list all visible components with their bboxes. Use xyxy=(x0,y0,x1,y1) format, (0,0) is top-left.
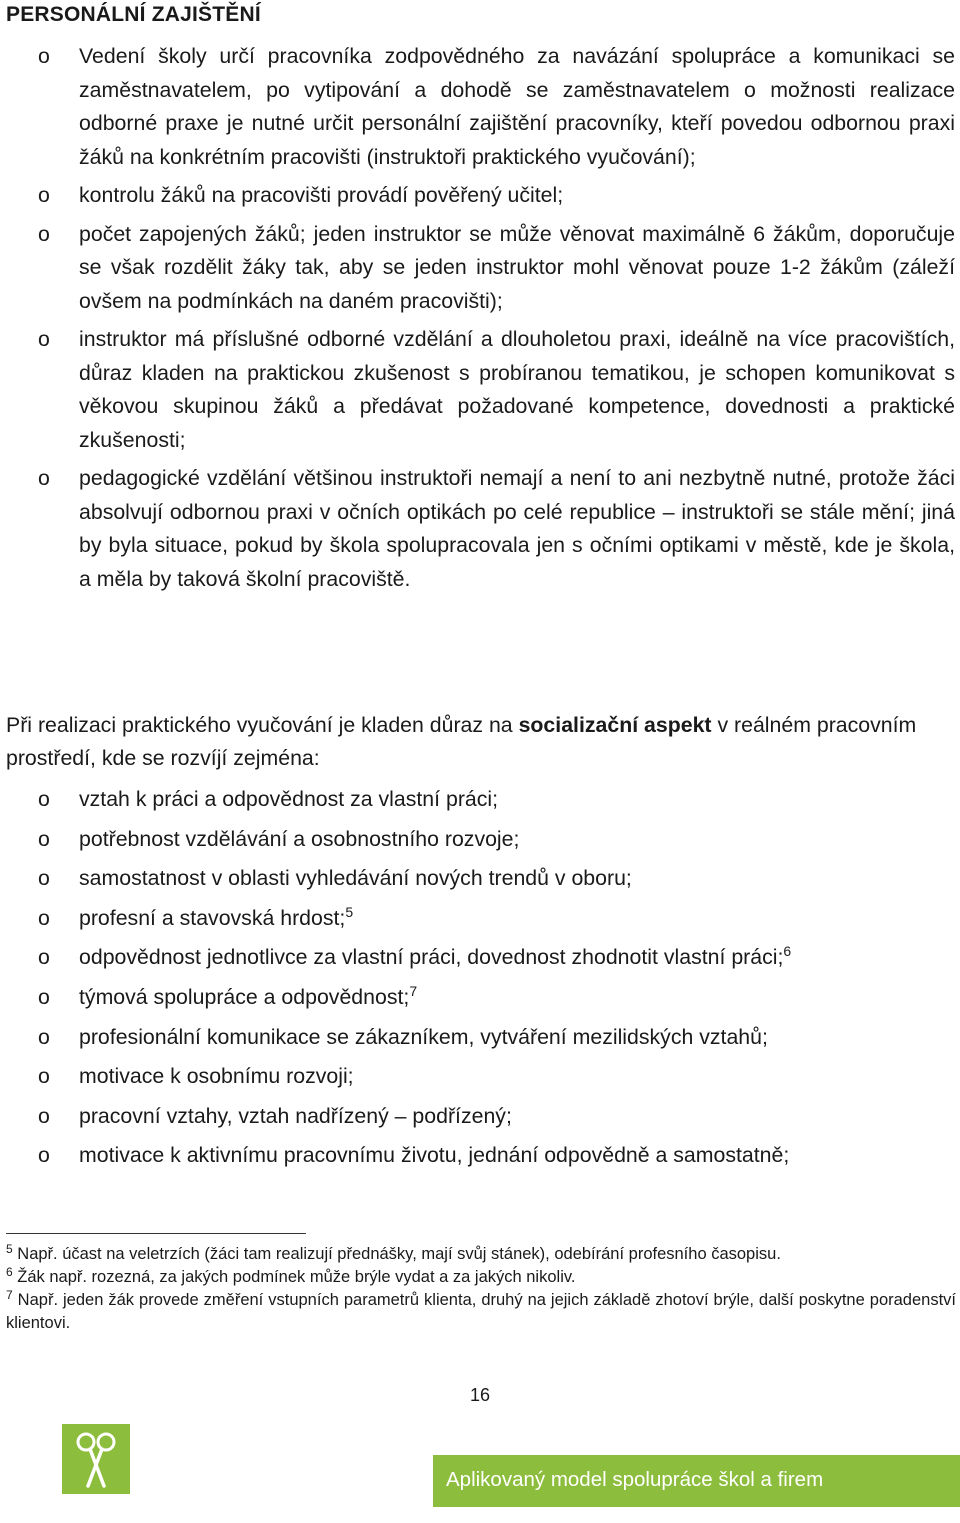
footnote-reference[interactable]: 7 xyxy=(409,982,418,999)
list-item-text: pracovní vztahy, vztah nadřízený – podřízený; xyxy=(79,1103,512,1128)
bullet-marker: o xyxy=(38,945,50,970)
list-item xyxy=(0,783,960,823)
list-item xyxy=(0,862,960,902)
list-item-text: samostatnost v oblasti vyhledávání nových trendů v oboru; xyxy=(79,866,632,891)
bullet-marker: o xyxy=(38,183,50,207)
bullet-marker: o xyxy=(38,221,50,246)
list-item-text: vztah k práci a odpovědnost za vlastní práci; xyxy=(79,787,499,811)
list-item xyxy=(0,941,960,981)
intro-text-start: Při realizaci praktického vyučování je kladen důraz na xyxy=(6,713,519,737)
footnote-number: 5 xyxy=(6,1242,13,1256)
list-item xyxy=(0,823,960,863)
personnel-list xyxy=(0,40,960,601)
intro-bold-term: socializační aspekt xyxy=(518,713,712,737)
list-item-text: profesní a stavovská hrdost; xyxy=(79,905,346,930)
bullet-marker: o xyxy=(38,866,50,891)
footnote-text: Např. účast na veletrzích (žáci tam realizují přednášky, mají svůj stánek), odebírání profesního časopisu. xyxy=(12,1245,781,1263)
bullet-marker: o xyxy=(38,905,50,930)
list-item-text: Vedení školy určí pracovníka zodpovědného za navázání spolupráce a komunikaci se zaměstnavatelem, po vytipování a dohodě se zaměstnavatelem o možnosti realizace odborné praxe je nutné určit personální zajištění pracovníky, kteří povedou odbornou praxi žáků na konkrétním pracovišti (instruktoři praktického vyučování); xyxy=(79,44,955,169)
scissors-logo-icon xyxy=(62,1424,130,1494)
bullet-marker: o xyxy=(38,327,50,351)
intro-paragraph xyxy=(6,709,956,775)
footnote-reference[interactable]: 5 xyxy=(345,903,354,920)
list-item-text: profesionální komunikace se zákazníkem, vytváření mezilidských vztahů; xyxy=(79,1024,768,1049)
footnote-text: Žák např. rozezná, za jakých podmínek může brýle vydat a za jakých nikoliv. xyxy=(12,1268,576,1286)
list-item-text: týmová spolupráce a odpovědnost; xyxy=(79,984,410,1009)
footnote xyxy=(6,1266,956,1289)
list-item-text: odpovědnost jednotlivce za vlastní práci, dovednost zhodnotit vlastní práci; xyxy=(79,945,784,970)
list-item xyxy=(0,1100,960,1140)
list-item-text: kontrolu žáků na pracovišti provádí pověřený učitel; xyxy=(79,183,564,207)
bullet-marker: o xyxy=(38,1024,50,1049)
list-item-text: motivace k osobnímu rozvoji; xyxy=(79,1064,354,1089)
social-aspects-list xyxy=(0,783,960,1179)
footnote-text: Např. jeden žák provede změření vstupních parametrů klienta, druhý na jejich základě zhotoví brýle, další poskytne poradenství klientovi. xyxy=(6,1291,956,1332)
footnote xyxy=(6,1289,956,1335)
scissors-logo-graphic xyxy=(62,1424,130,1494)
list-item xyxy=(0,179,960,213)
list-item-text: potřebnost vzdělávání a osobnostního rozvoje; xyxy=(79,826,520,851)
footnotes xyxy=(6,1243,956,1335)
bullet-marker: o xyxy=(38,826,50,851)
bullet-marker: o xyxy=(38,466,50,490)
list-item-text: instruktor má příslušné odborné vzdělání a dlouholetou praxi, ideálně na více pracovištích, důraz kladen na praktickou zkušenost s probíranou tematikou, je schopen komunikovat s věkovou skupinou žáků a předávat požadované kompetence, dovednosti a praktické zkušenosti; xyxy=(79,327,955,452)
bullet-marker: o xyxy=(38,1103,50,1128)
list-item xyxy=(0,1060,960,1100)
bullet-marker: o xyxy=(38,1143,50,1168)
list-item xyxy=(0,981,960,1021)
footer-band-text: Aplikovaný model spolupráce škol a firem xyxy=(446,1468,824,1491)
footnote-reference[interactable]: 6 xyxy=(783,943,792,960)
list-item xyxy=(0,1021,960,1061)
logo-background xyxy=(62,1424,130,1494)
list-item-text: motivace k aktivnímu pracovnímu životu, jednání odpovědně a samostatně; xyxy=(79,1143,790,1168)
bullet-marker: o xyxy=(38,44,50,68)
list-item xyxy=(0,1139,960,1179)
footnote-number: 6 xyxy=(6,1265,13,1279)
footnote xyxy=(6,1243,956,1266)
bullet-marker: o xyxy=(38,1064,50,1089)
list-item xyxy=(0,462,960,596)
footer-band xyxy=(433,1455,960,1507)
list-item-text: počet zapojených žáků; jeden instruktor se může věnovat maximálně 6 žákům, doporučuje se však rozdělit žáky tak, aby se jeden instruktor mohl věnovat pouze 1-2 žákům (záleží ovšem na podmínkách na daném pracovišti); xyxy=(79,221,955,313)
section-heading: PERSONÁLNÍ ZAJIŠTĚNÍ xyxy=(6,3,261,26)
bullet-marker: o xyxy=(38,787,50,811)
page-number: 16 xyxy=(469,1385,491,1405)
list-item xyxy=(0,902,960,942)
list-item-text: pedagogické vzdělání většinou instruktoři nemají a není to ani nezbytně nutné, protože žáci absolvují odbornou praxi v očních optikách po celé republice – instruktoři se stále mění; jiná by byla situace, pokud by škola spolupracovala jen s očními optikami v městě, kde je škola, a měla by taková školní pracoviště. xyxy=(79,466,955,591)
list-item xyxy=(0,323,960,457)
list-item xyxy=(0,40,960,174)
intro-text-end: v reálném pracovním prostředí, kde se rozvíjí zejména: xyxy=(6,713,917,770)
bullet-marker: o xyxy=(38,984,50,1009)
footnote-separator xyxy=(6,1233,306,1234)
list-item xyxy=(0,218,960,319)
footnote-number: 7 xyxy=(6,1288,13,1302)
